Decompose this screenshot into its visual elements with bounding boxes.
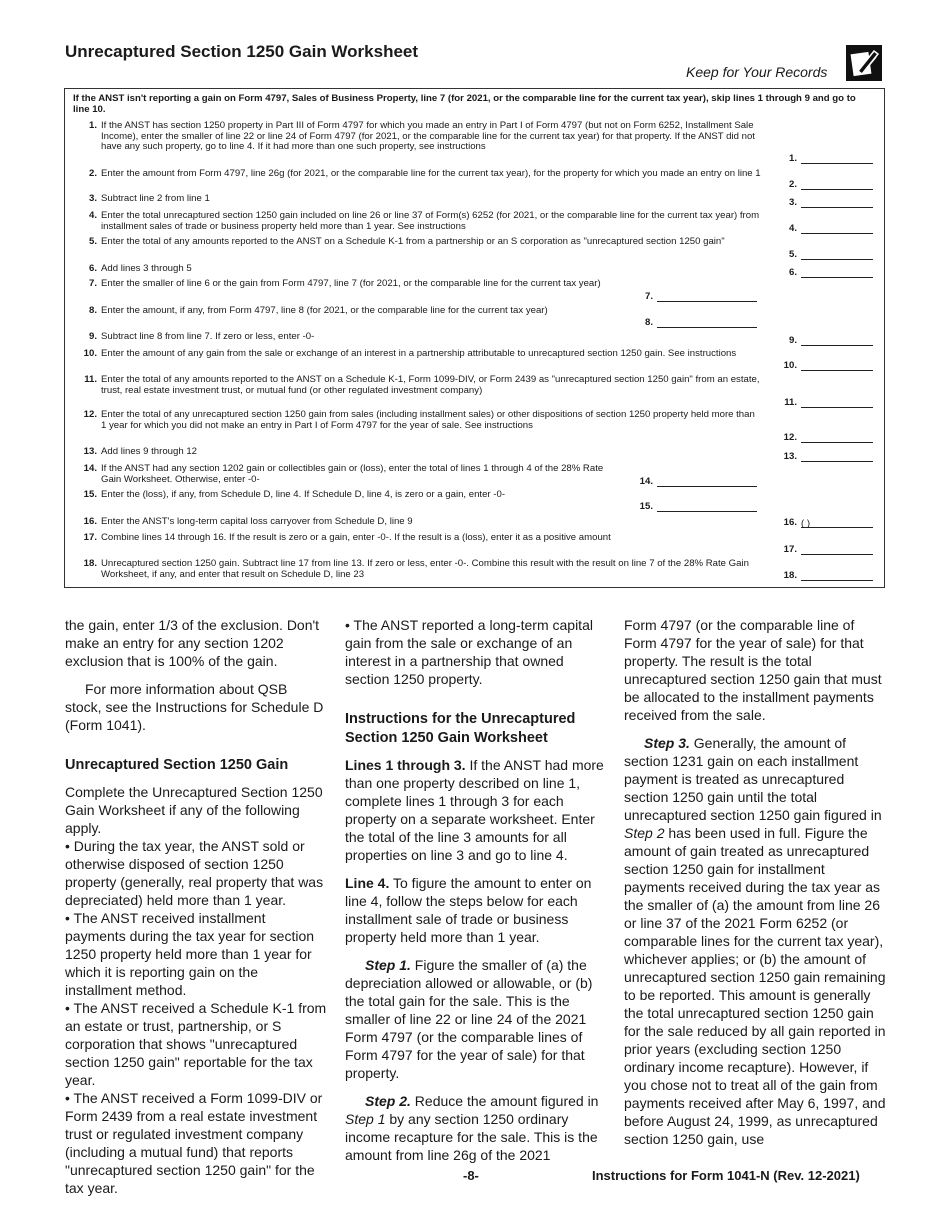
worksheet-line-14: 14. If the ANST had any section 1202 gain or collectibles gain or (loss), enter the total of lines 1 through 4 of the 28% Rate Gain Worksheet. Otherwise, enter -0- [83, 463, 604, 485]
bullet-item: • The ANST received installment payments during the tax year for section 1250 property held more than 1 year for which it is reporting gain on the installment method. [65, 910, 315, 998]
worksheet-line-3: 3. Subtract line 2 from line 1 [88, 193, 210, 204]
worksheet-line-12: 12. Enter the total of any unrecaptured section 1250 gain from sales (including installment sales) or other dispositions of section 1250 property held more than 1 year for which you did not make an entry in Part I of Form 4797 for the year of sale. See instructions [83, 409, 755, 431]
bullet-item: • The ANST reported a long-term capital gain from the sale or exchange of an interest in a partnership that owned section 1250 property. [345, 617, 593, 687]
page-number: -8- [463, 1168, 479, 1183]
amount-6[interactable]: 6. [777, 267, 877, 278]
amount-13[interactable]: 13. [777, 451, 877, 462]
amount-2[interactable]: 2. [777, 179, 877, 190]
worksheet-intro: If the ANST isn't reporting a gain on Form 4797, Sales of Business Property, line 7 (for 2021, or the comparable line for the current tax year), skip lines 1 through 9 and go to line 10. [73, 93, 856, 115]
worksheet-line-13: 13. Add lines 9 through 12 [83, 446, 198, 457]
amount-18[interactable]: 18. [777, 570, 877, 581]
line-text: If the ANST has section 1250 property in Part III of Form 4797 for which you made an entry in Part I of Form 4797 (but not on Form 6252, Installment Sale Income), enter the smaller of line 22 or line 24 of Form 4797 (for 2021, or the comparable line for the current tax year) for that property. If the ANST did not have any such property, go to line 4. If it had more than one such property, see instructions [101, 120, 755, 152]
amount-9[interactable]: 9. [777, 335, 877, 346]
amount-1[interactable]: 1. [777, 153, 877, 164]
step-3-paragraph: Step 3. Generally, the amount of section 1231 gain on each installment payment is treated as unrecaptured section 1250 gain until the total unrecaptured section 1250 gain figured in Step 2 has been used in full. Figure the amount of gain treated as unrecaptured section 1250 gain for installment payments received during the tax year as the smaller of (a) the amount from line 26 or line 37 of the 2021 Form 6252 (or comparable lines for the current tax year), whichever applies; or (b) the amount of unrecaptured section 1250 gain remaining to be reported. This amount is generally the total unrecaptured section 1250 gain for the sale reduced by all gain reported in prior years (excluding section 1250 ordinary income recapture). However, if you chose not to treat all of the gain from payments received after May 6, 1997, and before August 24, 1999, as unrecaptured section 1250 gain, use [624, 735, 886, 1147]
form-footer: Instructions for Form 1041-N (Rev. 12-2021) [592, 1168, 860, 1183]
worksheet-line-9: 9. Subtract line 8 from line 7. If zero or less, enter -0- [88, 331, 315, 342]
amount-8[interactable]: 8. [625, 317, 765, 328]
records-icon [846, 45, 882, 81]
worksheet-line-10: 10. Enter the amount of any gain from the sale or exchange of an interest in a partnership attributable to unrecaptured section 1250 gain. See instructions [83, 348, 737, 359]
amount-7[interactable]: 7. [625, 291, 765, 302]
bullet-item: • During the tax year, the ANST sold or otherwise disposed of section 1250 property (generally, real property that was depreciated) held more than 1 year. [65, 838, 324, 908]
worksheet-line-2: 2. Enter the amount from Form 4797, line 26g (for 2021, or the comparable line for the current tax year), for the property for which you made an entry on line 1 [88, 168, 761, 179]
worksheet-line-7: 7. Enter the smaller of line 6 or the gain from Form 4797, line 7 (for 2021, or the comparable line for the current tax year) [88, 278, 601, 289]
amount-10[interactable]: 10. [777, 360, 877, 371]
section-heading-unrecaptured: Unrecaptured Section 1250 Gain [65, 757, 289, 773]
amount-15[interactable]: 15. [625, 501, 765, 512]
worksheet-line-17: 17. Combine lines 14 through 16. If the result is zero or a gain, enter -0-. If the result is a (loss), enter it as a positive amount [83, 532, 611, 543]
line-4-paragraph: Line 4. To figure the amount to enter on line 4, follow the steps below for each installment sale of trade or business property held more than 1 year. [345, 875, 592, 945]
lines-1-3-paragraph: Lines 1 through 3. If the ANST had more than one property described on line 1, complete lines 1 through 3 for each property on a separate worksheet. Enter the total of the line 3 amounts for all properties on line 3 and go to line 4. [345, 757, 604, 863]
bullet-item: • The ANST received a Form 1099-DIV or Form 2439 from a real estate investment trust or regulated investment company (including a mutual fund) that reports "unrecaptured section 1250 gain" for the tax year. [65, 1090, 323, 1196]
amount-12[interactable]: 12. [777, 432, 877, 443]
amount-14[interactable]: 14. [625, 476, 765, 487]
col1-paragraph-2: For more information about QSB stock, see the Instructions for Schedule D (Form 1041). [65, 681, 324, 733]
amount-11[interactable]: 11. [777, 397, 877, 408]
column-3 [624, 616, 886, 1158]
amount-5[interactable]: 5. [777, 249, 877, 260]
worksheet-line-1 [73, 121, 773, 153]
line-number: 1. [88, 120, 97, 131]
amount-4[interactable]: 4. [777, 223, 877, 234]
keep-for-records-label: Keep for Your Records [686, 64, 828, 80]
worksheet-line-18: 18. Unrecaptured section 1250 gain. Subtract line 17 from line 13. If zero or less, enter -0-. Combine this result with the result on line 7 of the 28% Rate Gain Worksheet, if any, and enter that result on Schedule D, line 23 [83, 558, 749, 580]
step-1-paragraph: Step 1. Figure the smaller of (a) the depreciation allowed or allowable, or (b) the total gain for the sale. This is the smaller of line 22 or line 24 of the 2021 Form 4797 (or the comparable lines of Form 4797 for the year of sale) for that property. [345, 957, 593, 1081]
bullet-item: • The ANST received a Schedule K-1 from an estate or trust, partnership, or S corporation that shows "unrecaptured section 1250 gain" reportable for the tax year. [65, 1000, 327, 1088]
column-2 [345, 616, 607, 1174]
amount-3[interactable]: 3. [777, 197, 877, 208]
worksheet-line-15: 15. Enter the (loss), if any, from Schedule D, line 4. If Schedule D, line 4, is zero or a gain, enter -0- [83, 489, 506, 500]
col1-paragraph-3: Complete the Unrecaptured Section 1250 Gain Worksheet if any of the following apply. [65, 784, 323, 836]
worksheet-line-5: 5. Enter the total of any amounts reported to the ANST on a Schedule K-1 from a partnership or an S corporation as "unrecaptured section 1250 gain" [88, 236, 725, 247]
col3-paragraph-1: Form 4797 (or the comparable line of Form 4797 for the year of sale) for that property. The result is the total unrecaptured section 1250 gain that must be allocated to the installment payments received from the sale. [624, 617, 882, 723]
section-heading-instructions: Instructions for the Unrecaptured Section 1250 Gain Worksheet [345, 711, 576, 746]
amount-16[interactable]: 16. ( ) [777, 517, 877, 528]
step-2-paragraph: Step 2. Reduce the amount figured in Step 1 by any section 1250 ordinary income recapture for the sale. This is the amount from line 26g of the 2021 [345, 1093, 599, 1163]
worksheet-line-11: 11. Enter the total of any amounts reported to the ANST on a Schedule K-1, Form 1099-DIV, or Form 2439 as "unrecaptured section 1250 gain" from an estate, trust, real estate investment trust, or mutual fund (or other regulated investment company) [84, 374, 760, 396]
worksheet-line-8: 8. Enter the amount, if any, from Form 4797, line 8 (for 2021, or the comparable line for the current tax year) [88, 305, 548, 316]
worksheet-line-16: 16. Enter the ANST's long-term capital loss carryover from Schedule D, line 9 [83, 516, 413, 527]
worksheet-title: Unrecaptured Section 1250 Gain Worksheet [65, 42, 419, 61]
worksheet-line-6: 6. Add lines 3 through 5 [88, 263, 192, 274]
amount-17[interactable]: 17. [777, 544, 877, 555]
worksheet-box [64, 88, 885, 588]
worksheet-line-4: 4. Enter the total unrecaptured section 1250 gain included on line 26 or line 37 of Form(s) 6252 (for 2021, or the comparable line for the current tax year) from installment sales of trade or business property held more than 1 year. See instructions [88, 210, 760, 232]
column-1 [65, 616, 327, 1197]
col1-paragraph-1: the gain, enter 1/3 of the exclusion. Don't make an entry for any section 1202 exclusion that is 100% of the gain. [65, 617, 320, 669]
